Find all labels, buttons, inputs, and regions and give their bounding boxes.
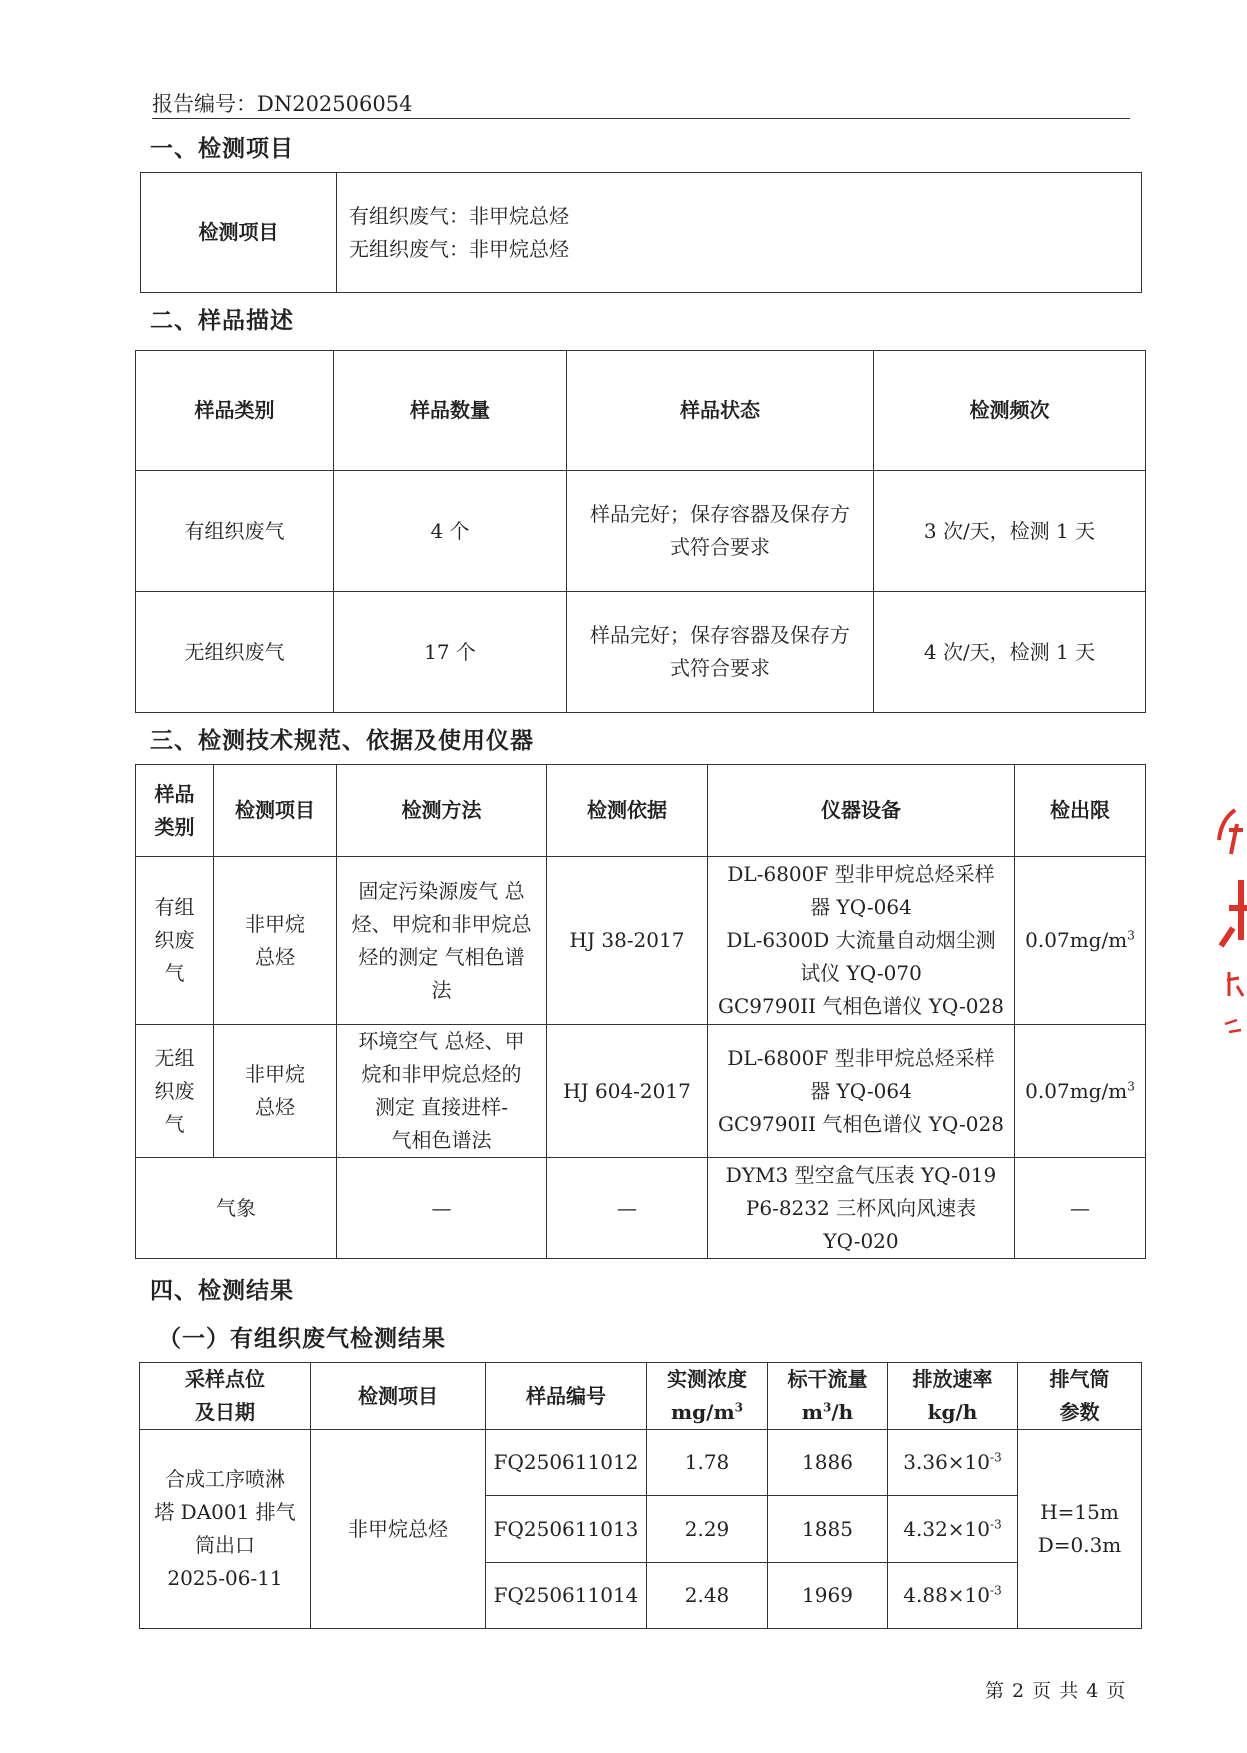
col-header: 样品状态 — [567, 351, 874, 471]
cell-line: 非甲烷 — [245, 1062, 305, 1086]
flow: 1886 — [768, 1430, 888, 1496]
col-header-stack — [1018, 1363, 1142, 1430]
method-table — [135, 764, 1146, 1259]
limit-value: 0.07mg/m — [1025, 1078, 1128, 1103]
cell-line: 器 YQ-064 — [810, 1078, 912, 1103]
cell-line: GC9790II 气相色谱仪 YQ-028 — [718, 1111, 1004, 1136]
emission-rate — [888, 1496, 1018, 1563]
items-list — [337, 173, 1142, 293]
cell-line: 气 — [164, 1111, 185, 1136]
basis-cell: HJ 38-2017 — [547, 857, 708, 1025]
table-row — [136, 592, 1146, 713]
category-cell — [136, 1025, 214, 1158]
cell-line: 气 — [164, 961, 185, 985]
col-header: 仪器设备 — [708, 765, 1015, 857]
rate-exponent: -3 — [990, 1516, 1002, 1531]
cell-line: 烃的测定 气相色谱 — [358, 944, 525, 969]
cell-line: P6-8232 三杯风向风速表 — [745, 1195, 977, 1220]
col-header-site — [140, 1363, 311, 1430]
basis-cell: — — [547, 1158, 708, 1259]
cell-line: 烃、甲烷和非甲烷总 — [351, 911, 532, 936]
rate-value: 4.32×10 — [903, 1516, 991, 1541]
header-line: 标干流量 — [787, 1367, 868, 1391]
item-cell — [214, 1025, 337, 1158]
col-header-category — [136, 765, 214, 857]
sample-type: 无组织废气 — [136, 592, 334, 713]
col-header-rate — [888, 1363, 1018, 1430]
equipment-cell — [708, 857, 1015, 1025]
unit-exponent: 3 — [822, 1400, 832, 1415]
header-rule — [152, 118, 1130, 119]
limit-value: 0.07mg/m — [1025, 928, 1128, 952]
sample-freq: 4 次/天，检测 1 天 — [874, 592, 1146, 713]
cell-line: 非甲烷 — [245, 911, 305, 936]
concentration: 2.48 — [647, 1563, 768, 1629]
col-header: 检测项目 — [214, 765, 337, 857]
subsection-title: （一）有组织废气检测结果 — [158, 1325, 446, 1352]
items-line: 无组织废气：非甲烷总烃 — [349, 236, 569, 261]
table-row — [136, 1025, 1146, 1158]
col-header: 样品类别 — [136, 351, 334, 471]
cell-line: 烷和非甲烷总烃的 — [361, 1062, 522, 1086]
cell-line: 试仪 YQ-070 — [800, 961, 922, 985]
header-line: 实测浓度 — [667, 1367, 747, 1391]
cell-line: 测定 直接进样- — [374, 1095, 509, 1119]
section-2-title: 二、样品描述 — [150, 307, 294, 334]
limit-cell — [1015, 1025, 1146, 1158]
header-line: 参数 — [1059, 1400, 1100, 1424]
table-row — [136, 471, 1146, 592]
items-table — [140, 172, 1142, 293]
limit-cell — [1015, 857, 1146, 1025]
col-header: 检测方法 — [337, 765, 547, 857]
cell-line: 总烃 — [255, 944, 295, 969]
sample-id: FQ250611014 — [486, 1563, 647, 1629]
cell-line: 法 — [431, 977, 452, 1002]
cell-line: 织废 — [154, 1078, 195, 1103]
limit-exponent: 3 — [1127, 1078, 1135, 1093]
sample-type: 有组织废气 — [136, 471, 334, 592]
state-line: 样品完好；保存容器及保存方 — [590, 623, 850, 647]
rate-exponent: -3 — [990, 1450, 1002, 1465]
sample-state — [567, 471, 874, 592]
cell-line: 固定污染源废气 总 — [358, 878, 525, 903]
cell-line: DYM3 型空盒气压表 YQ-019 — [725, 1162, 997, 1187]
concentration: 1.78 — [647, 1430, 768, 1496]
cell-line: DL-6800F 型非甲烷总烃采样 — [727, 1045, 995, 1070]
cell-line: 织废 — [154, 928, 195, 952]
header-unit: kg/h — [927, 1400, 978, 1424]
cell-line: DL-6800F 型非甲烷总烃采样 — [727, 862, 995, 886]
cell-line: 筒出口 — [195, 1533, 255, 1557]
sample-table — [135, 350, 1146, 713]
col-header-concentration — [647, 1363, 768, 1430]
table-row — [136, 1158, 1146, 1259]
header-line: 类别 — [154, 814, 195, 839]
item-cell: 非甲烷总烃 — [311, 1430, 486, 1629]
method-cell — [337, 1025, 547, 1158]
flow: 1969 — [768, 1563, 888, 1629]
cell-line: 有组 — [154, 895, 195, 919]
cell-line: 气相色谱法 — [391, 1128, 492, 1152]
emission-rate — [888, 1563, 1018, 1629]
limit-cell: — — [1015, 1158, 1146, 1259]
sample-qty: 17 个 — [334, 592, 567, 713]
sample-state — [567, 592, 874, 713]
rate-exponent: -3 — [990, 1583, 1002, 1598]
cell-line: DL-6300D 大流量自动烟尘测 — [726, 928, 996, 952]
header-line: 样品 — [154, 781, 195, 806]
site-cell — [140, 1430, 311, 1629]
unit-exponent: 3 — [734, 1400, 743, 1415]
emission-rate — [888, 1430, 1018, 1496]
cell-line: D=0.3m — [1037, 1533, 1122, 1557]
cell-line: 无组 — [154, 1045, 195, 1070]
category-cell — [136, 857, 214, 1025]
state-line: 样品完好；保存容器及保存方 — [590, 502, 850, 526]
col-header-flow — [768, 1363, 888, 1430]
section-4-title: 四、检测结果 — [150, 1277, 294, 1304]
item-cell — [214, 857, 337, 1025]
section-1-title: 一、检测项目 — [150, 135, 294, 162]
result-table — [139, 1362, 1142, 1629]
sample-id: FQ250611013 — [486, 1496, 647, 1563]
cell-line: 总烃 — [255, 1095, 295, 1119]
col-header: 样品编号 — [486, 1363, 647, 1430]
items-label: 检测项目 — [141, 173, 337, 293]
col-header: 检出限 — [1015, 765, 1146, 857]
col-header: 检测依据 — [547, 765, 708, 857]
col-header: 样品数量 — [334, 351, 567, 471]
rate-value: 3.36×10 — [903, 1450, 991, 1474]
method-cell — [337, 857, 547, 1025]
sample-qty: 4 个 — [334, 471, 567, 592]
header-unit: m — [801, 1400, 823, 1424]
cell-line: 2025-06-11 — [167, 1566, 283, 1590]
flow: 1885 — [768, 1496, 888, 1563]
state-line: 式符合要求 — [670, 656, 770, 680]
report-number: 报告编号：DN202506054 — [152, 92, 413, 116]
state-line: 式符合要求 — [670, 535, 770, 559]
cell-line: YQ-020 — [823, 1228, 899, 1253]
header-line: 及日期 — [195, 1400, 255, 1424]
table-row — [136, 857, 1146, 1025]
sample-freq: 3 次/天，检测 1 天 — [874, 471, 1146, 592]
cell-line: 合成工序喷淋 — [165, 1467, 285, 1491]
header-line: 排放速率 — [912, 1367, 993, 1391]
equipment-cell — [708, 1158, 1015, 1259]
method-cell: — — [337, 1158, 547, 1259]
section-3-title: 三、检测技术规范、依据及使用仪器 — [150, 727, 534, 754]
stack-params — [1018, 1430, 1142, 1629]
concentration: 2.29 — [647, 1496, 768, 1563]
header-unit: mg/m — [671, 1400, 735, 1424]
header-line: 采样点位 — [185, 1367, 265, 1391]
header-unit: /h — [831, 1400, 854, 1424]
limit-exponent: 3 — [1127, 928, 1135, 943]
cell-line: 环境空气 总烃、甲 — [358, 1029, 525, 1053]
weather-label: 气象 — [136, 1158, 337, 1259]
col-header: 检测项目 — [311, 1363, 486, 1430]
seal-stamp — [1207, 800, 1247, 1060]
basis-cell: HJ 604-2017 — [547, 1025, 708, 1158]
sample-id: FQ250611012 — [486, 1430, 647, 1496]
page-number: 第 2 页 共 4 页 — [985, 1680, 1126, 1702]
col-header: 检测频次 — [874, 351, 1146, 471]
cell-line: 塔 DA001 排气 — [154, 1500, 296, 1524]
cell-line: H=15m — [1040, 1500, 1119, 1524]
table-row — [140, 1430, 1142, 1496]
header-line: 排气筒 — [1049, 1367, 1110, 1391]
cell-line: GC9790II 气相色谱仪 YQ-028 — [718, 994, 1004, 1018]
equipment-cell — [708, 1025, 1015, 1158]
cell-line: 器 YQ-064 — [810, 895, 912, 919]
rate-value: 4.88×10 — [903, 1583, 991, 1607]
items-line: 有组织废气：非甲烷总烃 — [349, 203, 569, 228]
